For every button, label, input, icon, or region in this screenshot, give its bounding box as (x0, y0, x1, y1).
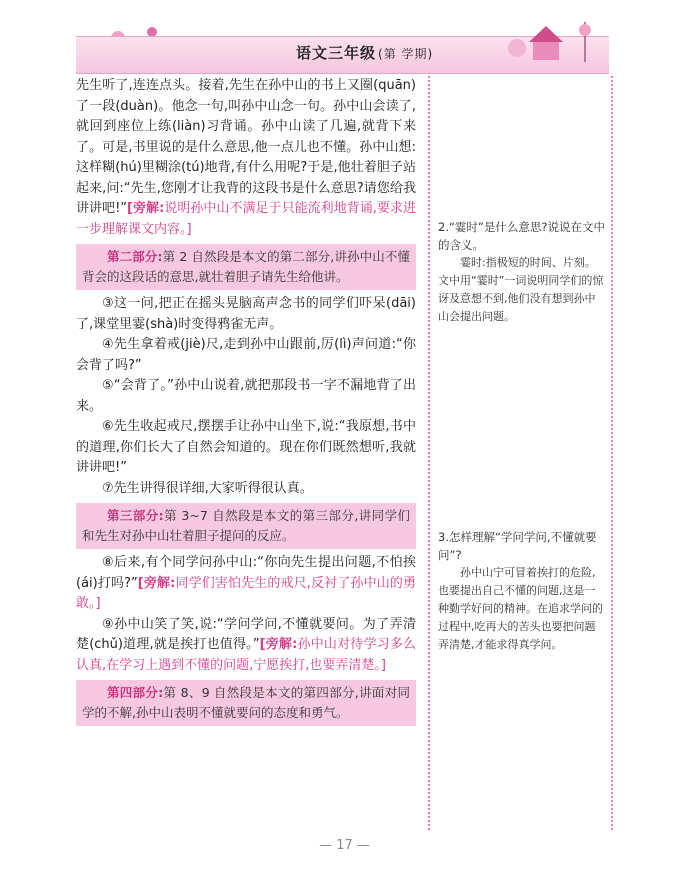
answer-2-text: 霎时:指极短的时间、片刻。文中用“霎时”一词说明同学们的惊讶及意想不到,他们没有想到孙中山会提出问题。 (438, 256, 604, 323)
page-number: — 17 — (319, 838, 370, 853)
paragraph-8: ⑧后来,有个同学问孙中山:“你向先生提出问题,不怕挨(ái)打吗?”[旁解:同学们害怕先生的戒尺,反衬了孙中山的勇敢。] (76, 555, 416, 611)
question-2-text: 2.“霎时”是什么意思?说说在文中的含义。 (438, 220, 605, 252)
paragraph-3: ③这一问,把正在摇头晃脑高声念书的同学们吓呆(dāi)了,课堂里霎(shà)时变得鸦雀无声。 (76, 296, 416, 332)
paragraph-6: ⑥先生收起戒尺,摆摆手让孙中山坐下,说:“我原想,书中的道理,你们长大了自然会知道的。现在你们既然想听,我就讲讲吧!” (76, 419, 416, 475)
question-3-text: 3.怎样理解“学问学问,不懂就要问”? (438, 530, 597, 562)
paragraph-5: ⑤“会背了。”孙中山说着,就把那段书一字不漏地背了出来。 (76, 378, 416, 414)
part-4-box: 第四部分:第 8、9 自然段是本文的第四部分,讲面对同学的不解,孙中山表明不懂就要问的态度和勇气。 (76, 680, 416, 726)
page-title: 语文三年级 (第 学期) (296, 44, 434, 62)
question-sidebar (428, 76, 613, 830)
question-2 (438, 218, 606, 326)
part-3-box: 第三部分:第 3~7 自然段是本文的第三部分,讲同学们和先生对孙中山壮着胆子提问的反应。 (76, 503, 416, 549)
paragraph-4: ④先生拿着戒(jiè)尺,走到孙中山跟前,厉(lì)声问道:“你会背了吗?” (76, 337, 416, 373)
main-text-column (76, 76, 416, 834)
question-3 (438, 528, 606, 654)
part-2-box: 第二部分:第 2 自然段是本文的第二部分,讲孙中山不懂背会的这段话的意思,就壮着胆子请先生给他讲。 (76, 244, 416, 290)
page-header (76, 12, 609, 74)
paragraph-2: 先生听了,连连点头。接着,先生在孙中山的书上又圈(quān)了一段(duàn)。他念一句,叫孙中山念一句。孙中山会读了,就回到座位上练(liàn)习背诵。孙中山读了几遍,就背下来了。可是,书里说的是什么意思,他一点儿也不懂。孙中山想:这样糊(hú)里糊涂(tú)地背,有什么用呢?于是,他壮着胆子站起来,问:“先生,您刚才让我背的这段书是什么意思?请您给我讲讲吧!”[旁解:说明孙中山不满足于只能流利地背诵,要求进一步理解课文内容。] (76, 78, 417, 237)
answer-3-text: 孙中山宁可冒着挨打的危险,也要提出自己不懂的问题,这是一种勤学好问的精神。在追求学问的过程中,吃再大的苦头也要把问题弄清楚,才能求得真学问。 (438, 566, 603, 651)
paragraph-9: ⑨孙中山笑了笑,说:“学问学问,不懂就要问。为了弄清楚(chǔ)道理,就是挨打也值得。”[旁解:孙中山对待学习多么认真,在学习上遇到不懂的问题,宁愿挨打,也要弄清楚。] (76, 616, 417, 673)
paragraph-7: ⑦先生讲得很详细,大家听得很认真。 (102, 480, 313, 496)
house-decoration-icon (503, 18, 603, 68)
